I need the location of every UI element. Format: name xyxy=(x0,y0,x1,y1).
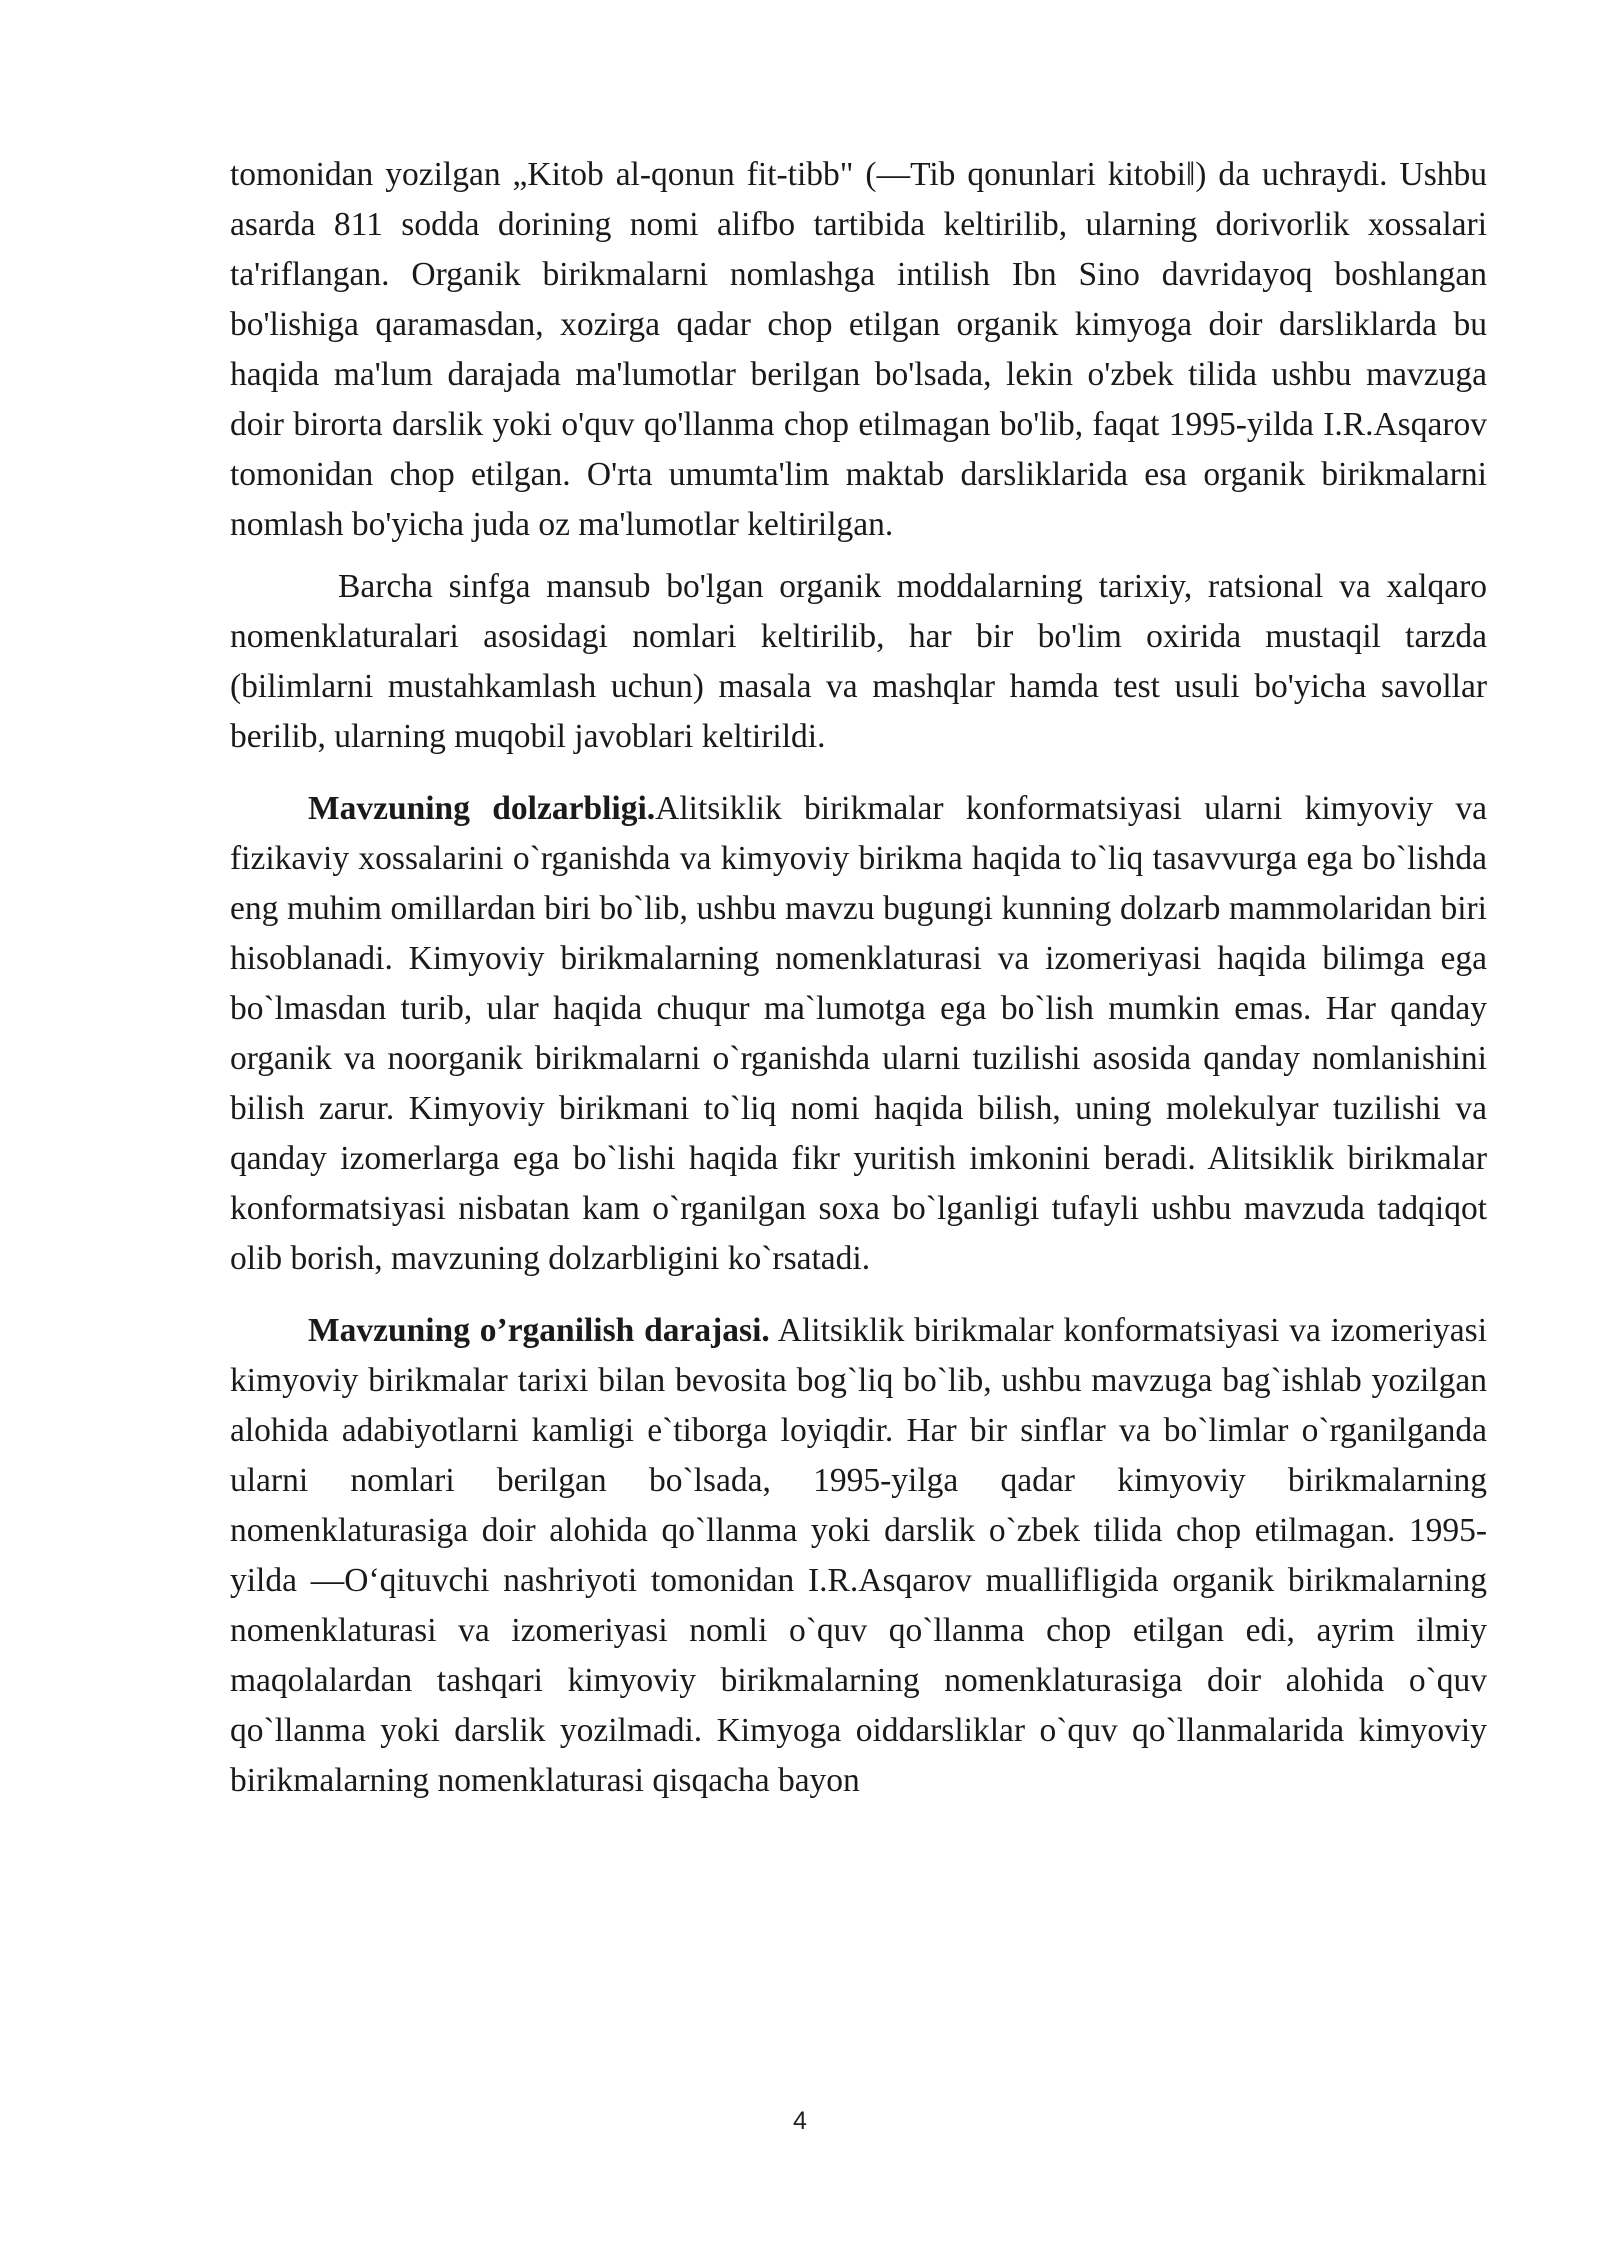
page-number: 4 xyxy=(793,2107,807,2135)
document-page xyxy=(230,150,1487,1806)
paragraph-2-text: Barcha sinfga mansub bo'lgan organik moddalarning tarixiy, ratsional va xalqaro nomenklaturalari asosidagi nomlari keltirilib, har bir bo'lim oxirida mustaqil tarzda (bilimlarni mustahkamlash uchun) masala va mashqlar hamda test usuli bo'yicha savollar berilib, ularning muqobil javoblari keltirildi. xyxy=(230,568,1487,755)
section-heading-relevance: Mavzuning dolzarbligi. xyxy=(308,790,656,827)
paragraph-2 xyxy=(230,562,1487,762)
paragraph-study-level-text: Alitsiklik birikmalar konformatsiyasi va izomeriyasi kimyoviy birikmalar tarixi bilan bevosita bog`liq bo`lib, ushbu mavzuga bag`ishlab yozilgan alohida adabiyotlarni kamligi e`tiborga loyiqdir. Har bir sinflar va bo`limlar o`rganilganda ularni nomlari berilgan bo`lsada, 1995-yilga qadar kimyoviy birikmalarning nomenklaturasiga doir alohida qo`llanma yoki darslik o`zbek tilida chop etilmagan. 1995-yilda ―O‘qituvchi nashriyoti tomonidan I.R.Asqarov muallifligida organik birikmalarning nomenklaturasi va izomeriyasi nomli o`quv qo`llanma chop etilgan edi, ayrim ilmiy maqolalardan tashqari kimyoviy birikmalarning nomenklaturasiga doir alohida o`quv qo`llanma yoki darslik yozilmadi. Kimyoga oiddarsliklar o`quv qo`llanmalarida kimyoviy birikmalarning nomenklaturasi qisqacha bayon xyxy=(230,1312,1487,1799)
paragraph-relevance xyxy=(230,784,1487,1284)
section-heading-study-level: Mavzuning o’rganilish darajasi. xyxy=(308,1312,770,1349)
paragraph-relevance-text: Alitsiklik birikmalar konformatsiyasi ularni kimyoviy va fizikaviy xossalarini o`rganishda va kimyoviy birikma haqida to`liq tasavvurga ega bo`lishda eng muhim omillardan biri bo`lib, ushbu mavzu bugungi kunning dolzarb mammolaridan biri hisoblanadi. Kimyoviy birikmalarning nomenklaturasi va izomeriyasi haqida bilimga ega bo`lmasdan turib, ular haqida chuqur ma`lumotga ega bo`lish mumkin emas. Har qanday organik va noorganik birikmalarni o`rganishda ularni tuzilishi asosida qanday nomlanishini bilish zarur. Kimyoviy birikmani to`liq nomi haqida bilish, uning molekulyar tuzilishi va qanday izomerlarga ega bo`lishi haqida fikr yuritish imkonini beradi. Alitsiklik birikmalar konformatsiyasi nisbatan kam o`rganilgan soxa bo`lganligi tufayli ushbu mavzuda tadqiqot olib borish, mavzuning dolzarbligini ko`rsatadi. xyxy=(230,790,1487,1277)
paragraph-1-text: tomonidan yozilgan „Kitob al-qonun fit-tibb" (―Tib qonunlari kitobi‖) da uchraydi. Ushbu asarda 811 sodda dorining nomi alifbo tartibida keltirilib, ularning dorivorlik xossalari ta'riflangan. Organik birikmalarni nomlashga intilish Ibn Sino davridayoq boshlangan bo'lishiga qaramasdan, xozirga qadar chop etilgan organik kimyoga doir darsliklarda bu haqida ma'lum darajada ma'lumotlar berilgan bo'lsada, lekin o'zbek tilida ushbu mavzuga doir birorta darslik yoki o'quv qo'llanma chop etilmagan bo'lib, faqat 1995-yilda I.R.Asqarov tomonidan chop etilgan. O'rta umumta'lim maktab darsliklarida esa organik birikmalarni nomlash bo'yicha juda oz ma'lumotlar keltirilgan. xyxy=(230,156,1487,543)
paragraph-1 xyxy=(230,150,1487,550)
paragraph-study-level xyxy=(230,1306,1487,1806)
